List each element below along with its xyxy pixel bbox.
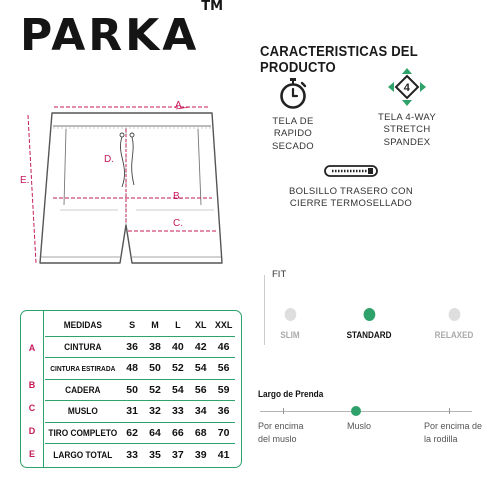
fit-divider [264, 275, 265, 345]
table-row [45, 444, 235, 466]
table-row [45, 401, 235, 423]
feature-quick-dry-line1: TELA DE RAPIDO [272, 116, 314, 140]
table-cell: 31 [126, 405, 138, 418]
row-letter: E [28, 449, 35, 459]
label-e: E. [20, 175, 30, 186]
header-size: M [151, 320, 159, 331]
stopwatch-icon [276, 76, 310, 110]
feature-pocket-line1: BOLSILLO TRASERO CON [288, 186, 414, 197]
table-row [45, 358, 235, 380]
size-table [20, 310, 242, 468]
fit-option-label: SLIM [280, 330, 300, 340]
zipper-icon [324, 164, 378, 178]
shorts-outline [40, 113, 222, 263]
features-title: CARACTERISTICAS DEL PRODUCTO [260, 44, 418, 76]
table-cell: 41 [217, 448, 230, 461]
length-label-line: Por encima de [424, 421, 483, 431]
header-label: MEDIDAS [63, 320, 102, 331]
table-header-row [45, 315, 235, 337]
length-label-line: la rodilla [424, 433, 458, 444]
feature-pocket [276, 164, 426, 211]
fit-option-label: RELAXED [434, 330, 474, 340]
shorts-diagram [18, 95, 236, 290]
table-cell: 40 [171, 340, 184, 353]
table-row [45, 337, 235, 359]
brand-logo [20, 0, 224, 61]
table-row [45, 380, 235, 402]
row-letter: B [28, 380, 36, 390]
fit-option-label: STANDARD [346, 330, 392, 340]
table-body [45, 315, 235, 466]
table-cell: 50 [126, 383, 138, 396]
fit-option-slim [272, 308, 308, 340]
table-cell: 36 [217, 405, 230, 418]
row-letter: A [28, 343, 36, 353]
length-label-above-knee [424, 420, 482, 445]
table-cell: 42 [194, 340, 207, 353]
table-letter-column [21, 311, 43, 467]
row-letter: D [28, 426, 36, 436]
header-size: XL [194, 320, 207, 331]
table-cell: 59 [217, 383, 230, 396]
table-cell: 34 [194, 405, 207, 418]
stretch-badge: 4 [403, 82, 411, 94]
table-cell: 52 [171, 362, 184, 375]
table-cell: 46 [217, 340, 230, 353]
label-a: A. [175, 100, 185, 111]
fit-dot [284, 308, 296, 321]
table-divider [43, 311, 44, 467]
table-cell: 48 [126, 362, 138, 375]
fit-option-standard [341, 308, 397, 340]
four-way-arrows-icon [386, 66, 428, 108]
table-row [45, 423, 235, 445]
header-size: XXL [214, 320, 233, 331]
table-cell: 56 [217, 362, 230, 375]
fit-option-relaxed [431, 308, 478, 340]
table-cell: 32 [149, 405, 161, 418]
feature-stretch-line2: STRETCH SPANDEX [383, 124, 431, 148]
table-cell: 62 [126, 426, 138, 439]
table-cell: 54 [171, 383, 184, 396]
brand-name: PARKA [20, 10, 200, 61]
table-cell: 66 [171, 426, 184, 439]
row-letter: C [28, 403, 36, 413]
row-label: TIRO COMPLETO [48, 427, 118, 438]
table-cell: 52 [149, 383, 161, 396]
label-d: D. [104, 154, 114, 165]
feature-stretch-line1: TELA 4-WAY [378, 112, 436, 123]
length-track [260, 411, 472, 412]
length-tick [449, 408, 450, 414]
fit-title: FIT [272, 269, 287, 280]
trademark: TM [201, 0, 224, 15]
table-cell: 68 [194, 426, 207, 439]
length-label-above-thigh [258, 420, 304, 445]
table-cell: 37 [171, 448, 184, 461]
row-label: MUSLO [67, 406, 98, 417]
table-cell: 50 [149, 362, 161, 375]
label-c: C. [173, 218, 183, 229]
table-cell: 56 [194, 383, 207, 396]
length-label-line: del muslo [258, 433, 297, 444]
row-label: CINTURA [64, 341, 102, 352]
table-cell: 64 [149, 426, 161, 439]
row-label: LARGO TOTAL [53, 449, 113, 460]
feature-quick-dry-line2: SECADO [272, 140, 314, 152]
row-label: CINTURA ESTIRADA [50, 363, 116, 373]
length-label-thigh: Muslo [347, 421, 372, 431]
length-tick [283, 408, 284, 414]
length-title: Largo de Prenda [258, 389, 324, 399]
row-label: CADERA [65, 384, 101, 395]
table-cell: 35 [149, 448, 161, 461]
table-cell: 38 [149, 340, 161, 353]
length-label-line: Por encima [258, 421, 304, 431]
table-cell: 33 [171, 405, 184, 418]
feature-pocket-line2: CIERRE TERMOSELLADO [289, 198, 413, 210]
table-cell: 33 [126, 448, 138, 461]
header-size: L [175, 320, 181, 331]
fit-dot [448, 308, 460, 321]
length-marker [351, 406, 361, 416]
table-cell: 54 [194, 362, 207, 375]
table-cell: 36 [126, 340, 138, 353]
header-size: S [129, 320, 136, 331]
table-cell: 70 [217, 426, 230, 439]
fit-dot-active [363, 308, 375, 321]
table-cell: 39 [194, 448, 207, 461]
label-b: B. [173, 191, 183, 202]
feature-stretch [362, 66, 452, 149]
feature-quick-dry [256, 76, 330, 153]
